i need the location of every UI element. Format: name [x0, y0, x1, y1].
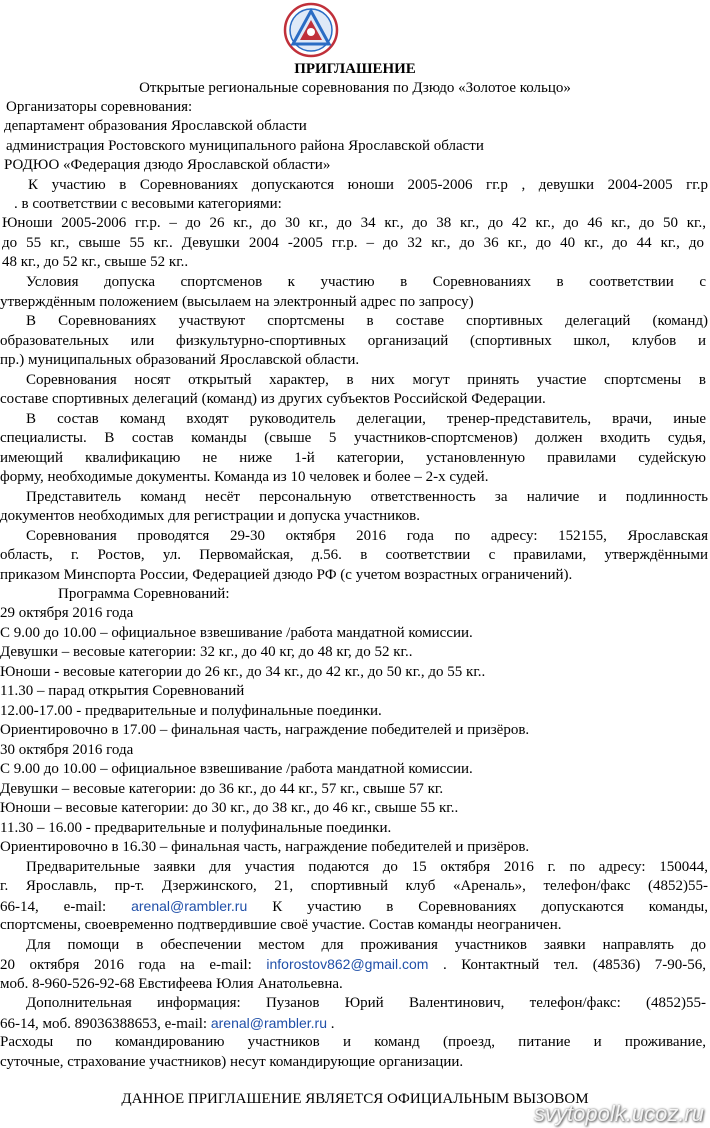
- text-line: 29 октября 2016 года: [0, 605, 134, 621]
- text-line: Программа Соревнований:: [58, 586, 230, 602]
- text-line: пр.) муниципальных образований Ярославской области.: [0, 352, 360, 368]
- federation-logo: [283, 2, 339, 58]
- text-line: специалисты. В состав команды (свыше 5 участников-спортсменов) должен входить судья,: [0, 430, 706, 446]
- text-line: г. Ярославль, пр-т. Дзержинского, 21, спортивный клуб «Ареналь», телефон/факс (4852)55-: [0, 878, 708, 894]
- text-line: до 55 кг., свыше 55 кг.. Девушки 2004 -2005 гг.р. – до 32 кг., до 36 кг., до 40 кг., до 44 кг., до: [2, 235, 704, 251]
- text-line: Ориентировочно в 16.30 – финальная часть, награждение победителей и призёров.: [0, 839, 530, 855]
- text-line: С 9.00 до 10.00 – официальное взвешивание /работа мандатной комиссии.: [0, 761, 473, 777]
- text-line: К участию в Соревнованиях допускаются юноши 2005-2006 гг.р , девушки 2004-2005 гг.р: [28, 177, 708, 193]
- document-title: ПРИГЛАШЕНИЕ: [294, 61, 416, 77]
- text-line: ДАННОЕ ПРИГЛАШЕНИЕ ЯВЛЯЕТСЯ ОФИЦИАЛЬНЫМ ВЫЗОВОМ: [121, 1091, 589, 1107]
- text-line: . в соответствии с весовыми категориями:: [14, 196, 282, 212]
- text-line: департамент образования Ярославской области: [4, 118, 307, 134]
- text-line: суточные, страхование участников) несут командирующие организации.: [0, 1054, 464, 1070]
- text-line: 30 октября 2016 года: [0, 742, 134, 758]
- text-line: образовательных или физкультурно-спортивных организаций (спортивных школ, клубов и: [0, 333, 706, 349]
- email-link[interactable]: inforostov862@gmail.com: [266, 956, 429, 972]
- text-line: С 9.00 до 10.00 – официальное взвешивание /работа мандатной комиссии.: [0, 625, 473, 641]
- text-line: [0, 955, 706, 976]
- text-segment: 20 октября 2016 года на e-mail:: [0, 957, 252, 973]
- email-link[interactable]: arenal@rambler.ru: [210, 1015, 328, 1031]
- text-line: форму, необходимые документы. Команда из 10 человек и более – 2-х судей.: [0, 469, 489, 485]
- text-line: область, г. Ростов, ул. Первомайская, д.56. в соответствии с правилами, утверждёнными: [0, 547, 708, 563]
- text-line: Соревнования носят открытый характер, в них могут принять участие спортсмены в: [26, 372, 706, 388]
- text-line: Представитель команд несёт персональную ответственность за наличие и подлинность: [26, 489, 708, 505]
- text-segment: 66-14, моб. 89036388653, e-mail:: [0, 1016, 208, 1032]
- text-line: Для помощи в обеспечении местом для проживания участников заявки направлять до: [26, 937, 706, 953]
- text-line: [0, 1014, 710, 1035]
- text-line: документов необходимых для регистрации и допуска участников.: [0, 508, 420, 524]
- email-link[interactable]: arenal@rambler.ru: [131, 898, 248, 914]
- text-line: моб. 8-960-526-92-68 Евстифеева Юлия Анатольевна.: [0, 976, 343, 992]
- text-line: 11.30 – 16.00 - предварительные и полуфинальные поединки.: [0, 820, 392, 836]
- text-line: Условия допуска спортсменов к участию в Соревнованиях в соответствии с: [26, 274, 706, 290]
- text-line: приказом Минспорта России, Федерацией дзюдо РФ (с учетом возрастных ограничений).: [0, 567, 573, 583]
- text-line: Расходы по командированию участников и команд (проезд, питание и проживание,: [0, 1034, 706, 1050]
- text-segment: 66-14, e-mail:: [0, 899, 107, 915]
- text-line: Девушки – весовые категории: 32 кг., до 40 кг, до 48 кг, до 52 кг..: [0, 644, 413, 660]
- text-line: Девушки – весовые категории: до 36 кг., до 44 кг., 57 кг., свыше 57 кг.: [0, 781, 444, 797]
- text-line: Юноши - весовые категории до 26 кг., до 34 кг., до 42 кг., до 50 кг., до 55 кг..: [0, 664, 486, 680]
- text-line: 11.30 – парад открытия Соревнований: [0, 683, 245, 699]
- text-line: Организаторы соревнования:: [6, 99, 193, 115]
- text-line: составе спортивных делегаций (команд) из других субъектов Российской Федерации.: [0, 391, 546, 407]
- text-line: Юноши 2005-2006 гг.р. – до 26 кг., до 30 кг., до 34 кг., до 38 кг., до 42 кг., до 46 кг., до 50 кг.,: [2, 215, 706, 231]
- text-line: 12.00-17.00 - предварительные и полуфинальные поединки.: [0, 703, 382, 719]
- text-line: [0, 897, 708, 918]
- text-line: В состав команд входят руководитель делегации, тренер-представитель, врачи, иные: [26, 411, 706, 427]
- text-line: В Соревнованиях участвуют спортсмены в составе спортивных делегаций (команд): [26, 313, 708, 329]
- text-line: Открытые региональные соревнования по Дзюдо «Золотое кольцо»: [139, 80, 571, 96]
- text-line: Предварительные заявки для участия подаются до 15 октября 2016 г. по адресу: 150044,: [26, 859, 708, 875]
- text-line: имеющий квалификацию не ниже 1-й категории, установленную правилами судейскую: [0, 450, 706, 466]
- text-segment: . Контактный тел. (48536) 7-90-56,: [443, 957, 707, 973]
- watermark: svytopolk.ucoz.ru: [534, 1101, 704, 1127]
- text-line: Ориентировочно в 17.00 – финальная часть, награждение победителей и призёров.: [0, 722, 530, 738]
- text-segment: К участию в Соревнованиях допускаются команды,: [272, 899, 708, 915]
- text-line: администрация Ростовского муниципального района Ярославской области: [6, 138, 484, 154]
- text-segment: .: [330, 1016, 335, 1032]
- text-line: Соревнования проводятся 29-30 октября 2016 года по адресу: 152155, Ярославская: [26, 528, 708, 544]
- text-line: утверждённым положением (высылаем на электронный адрес по запросу): [0, 294, 474, 310]
- text-line: Дополнительная информация: Пузанов Юрий Валентинович, телефон/факс: (4852)55-: [26, 995, 706, 1011]
- text-line: Юноши – весовые категории: до 30 кг., до 38 кг., до 46 кг., свыше 55 кг..: [0, 800, 459, 816]
- text-line: 48 кг., до 52 кг., свыше 52 кг..: [2, 254, 189, 270]
- text-line: спортсмены, своевременно подтвердившие своё участие. Состав команды неограничен.: [0, 917, 562, 933]
- text-line: РОДЮО «Федерация дзюдо Ярославской области»: [4, 157, 331, 173]
